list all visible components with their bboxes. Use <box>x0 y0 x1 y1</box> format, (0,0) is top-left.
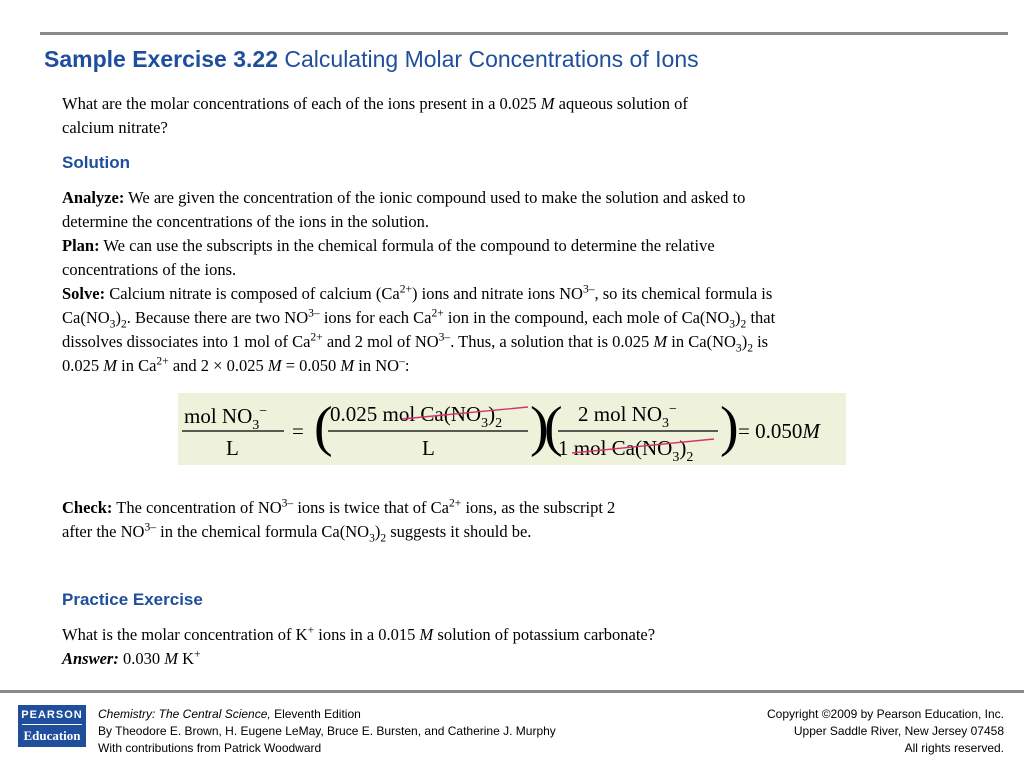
svg-text:mol NO3−: mol $NO_3^-$ <box>184 404 268 433</box>
authors: By Theodore E. Brown, H. Eugene LeMay, Bruce E. Bursten, and Catherine J. Murphy <box>98 724 556 738</box>
svg-text:= 0.050M: = 0.050M <box>738 419 820 443</box>
title-subject: Calculating Molar Concentrations of Ions <box>284 46 699 72</box>
svg-text:2 mol NO3−: 2 mol $NO_3^-$ <box>578 402 677 431</box>
check-paragraph: Check: The concentration of $NO^{3-}$ ions is twice that of $Ca^{2+}$ ions, as the subscript 2 after the $NO^{3-}$ in the chemical formula $Ca(NO_3)_2$ suggests it should be. <box>62 497 616 545</box>
svg-text:=: = <box>292 419 304 443</box>
svg-text:L: L <box>226 436 239 460</box>
top-rule <box>40 32 1008 35</box>
book-citation: Chemistry: The Central Science, Eleventh Edition By Theodore E. Brown, H. Eugene LeMay, Bruce E. Bursten, and Catherine J. Murphy With contributions from Patrick Woodward <box>98 707 556 755</box>
book-title: Chemistry: The Central Science, <box>98 707 271 721</box>
pearson-education-logo: PEARSON Education <box>18 705 86 747</box>
contributors: With contributions from Patrick Woodward <box>98 741 322 755</box>
title-exercise-number: Sample Exercise 3.22 <box>44 46 278 72</box>
page-title <box>44 46 699 73</box>
question-text: What are the molar concentrations of each of the ions present in a 0.025 M aqueous solution of calcium nitrate? <box>62 94 688 137</box>
copyright-notice: Copyright ©2009 by Pearson Education, Inc. Upper Saddle River, New Jersey 07458 All rights reserved. <box>767 707 1004 755</box>
svg-text:L: L <box>422 436 435 460</box>
svg-text:(: ( <box>314 396 333 458</box>
svg-text:0.025 mol Ca(NO3)2: 0.025 mol $Ca(NO_3)_2$ <box>330 402 503 431</box>
solve-paragraph: Solve: Calcium nitrate is composed of calcium $(Ca^{2+})$ ions and nitrate ions $NO^{3-}$, so its chemical formula is $Ca(NO_3)_2$. Because there are two $NO^{3-}$ ions for each $Ca^{2+}$ ion in the compound, each mole of $Ca(NO_3)_2$ that dissolves dissociates into 1 mol of $Ca^{2+}$ and 2 mol of $NO^{3-}$. Thus, a solution that is 0.025 M in $Ca(NO_3)_2$ is 0.025 M in $Ca^{2+}$ and 2 × 0.025 M = 0.050 M in NO–: <box>62 283 776 375</box>
answer-label: Answer: <box>62 649 119 668</box>
solution-body <box>62 186 932 378</box>
svg-text:1 mol Ca(NO3)2: 1 mol $Ca(NO_3)_2$ <box>558 436 694 465</box>
svg-text:): ) <box>720 396 739 458</box>
analyze-paragraph: Analyze: We are given the concentration of the ionic compound used to make the solution and asked to determine the concentrations of the ions in the solution. <box>62 188 746 231</box>
svg-text:): ) <box>530 396 549 458</box>
plan-paragraph: Plan: We can use the subscripts in the chemical formula of the compound to determine the relative concentrations of the ions. <box>62 236 715 279</box>
practice-heading: Practice Exercise <box>62 590 203 609</box>
solution-heading: Solution <box>62 153 130 172</box>
molarity-equation <box>178 393 846 465</box>
practice-paragraph: What is the molar concentration of K+ ions in a 0.015 M solution of potassium carbonate? Answer: 0.030 M K+ <box>62 624 656 668</box>
svg-text:(: ( <box>544 396 563 458</box>
bottom-rule <box>0 690 1024 693</box>
